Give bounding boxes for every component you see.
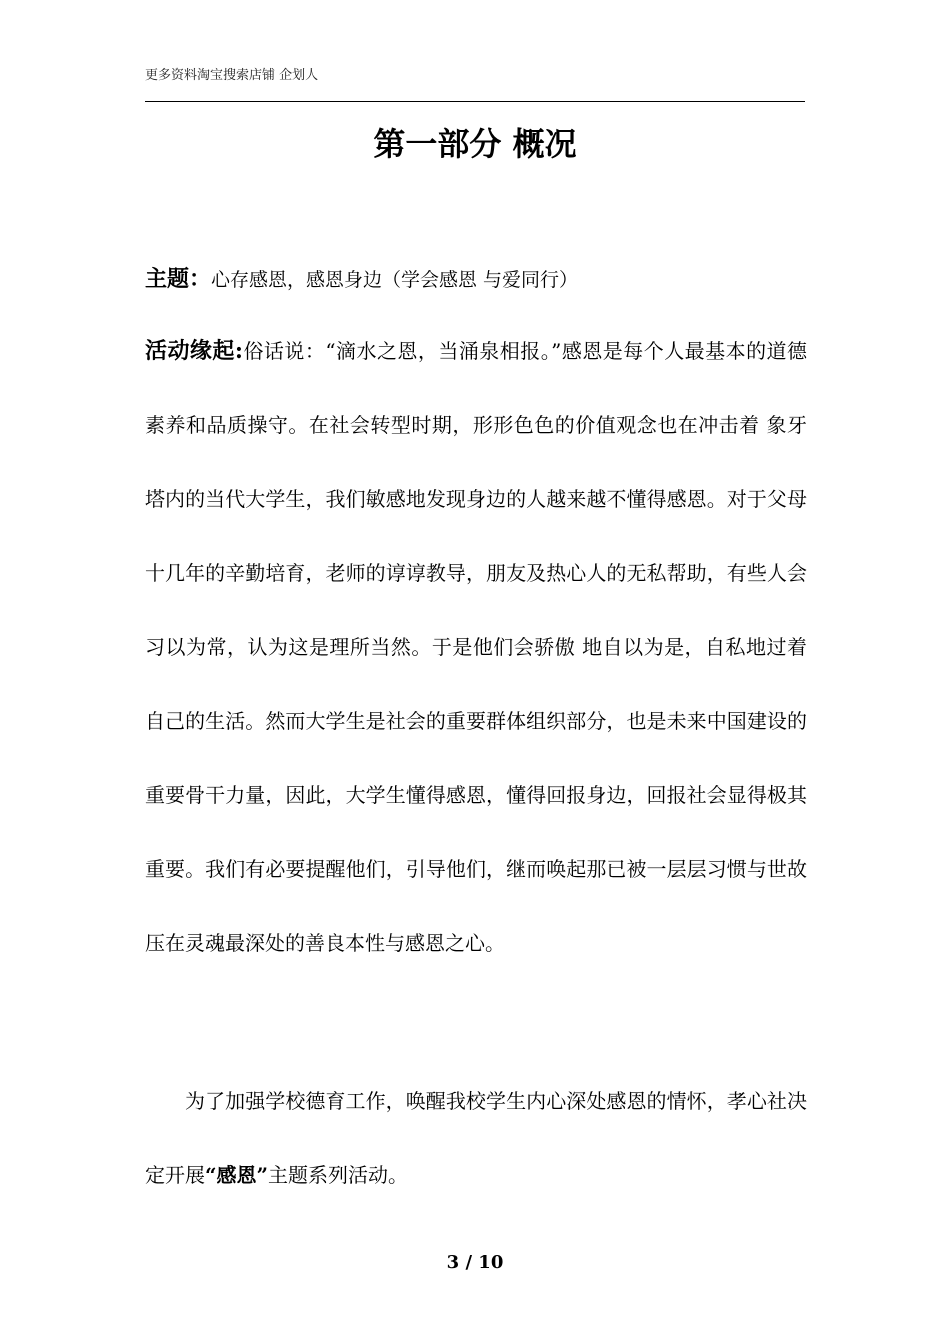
theme-paragraph xyxy=(145,242,807,317)
theme-label: 主题： xyxy=(145,266,212,292)
page-header: 更多资料淘宝搜索店铺 企划人 xyxy=(145,68,319,83)
purpose-paragraph xyxy=(145,1064,807,1212)
page-title: 第一部分 概况 xyxy=(373,125,577,163)
purpose-text-after: 主题系列活动。 xyxy=(268,1163,409,1187)
origin-text: 俗话说：“滴水之恩，当涌泉相报。”感恩是每个人最基本的道德 素养和品质操守。在社会转型时期，形形色色的价值观念也在冲击着 象牙塔内的当代大学生，我们敏感地发现身边的人越来越不懂得感恩。对于父母十几年的辛勤培育，老师的谆谆教导，朋友及热心人的无私帮助，有些人会习以为常，认为这是理所当然。于是他们会骄傲 地自以为是，自私地过着自己的生活。然而大学生是社会的重要群体组织部分，也是未来中国建设的重要骨干力量，因此，大学生懂得感恩，懂得回报身边，回报社会显得极其重要。我们有必要提醒他们，引导他们，继而唤起那已被一层层习惯与世故压在灵魂最深处的善良本性与感恩之心。 xyxy=(145,339,808,955)
header-divider xyxy=(145,101,805,102)
origin-label: 活动缘起: xyxy=(145,338,243,364)
theme-value: 心存感恩，感恩身边（学会感恩 与爱同行） xyxy=(211,269,579,291)
purpose-emphasis: “感恩” xyxy=(205,1163,269,1187)
purpose-text-before: 为了加强学校德育工作，唤醒我校学生内心深处感恩的情怀，孝心社决定开展 xyxy=(145,1089,807,1187)
origin-paragraph xyxy=(145,314,807,980)
page-number: 3 / 10 xyxy=(446,1252,504,1273)
